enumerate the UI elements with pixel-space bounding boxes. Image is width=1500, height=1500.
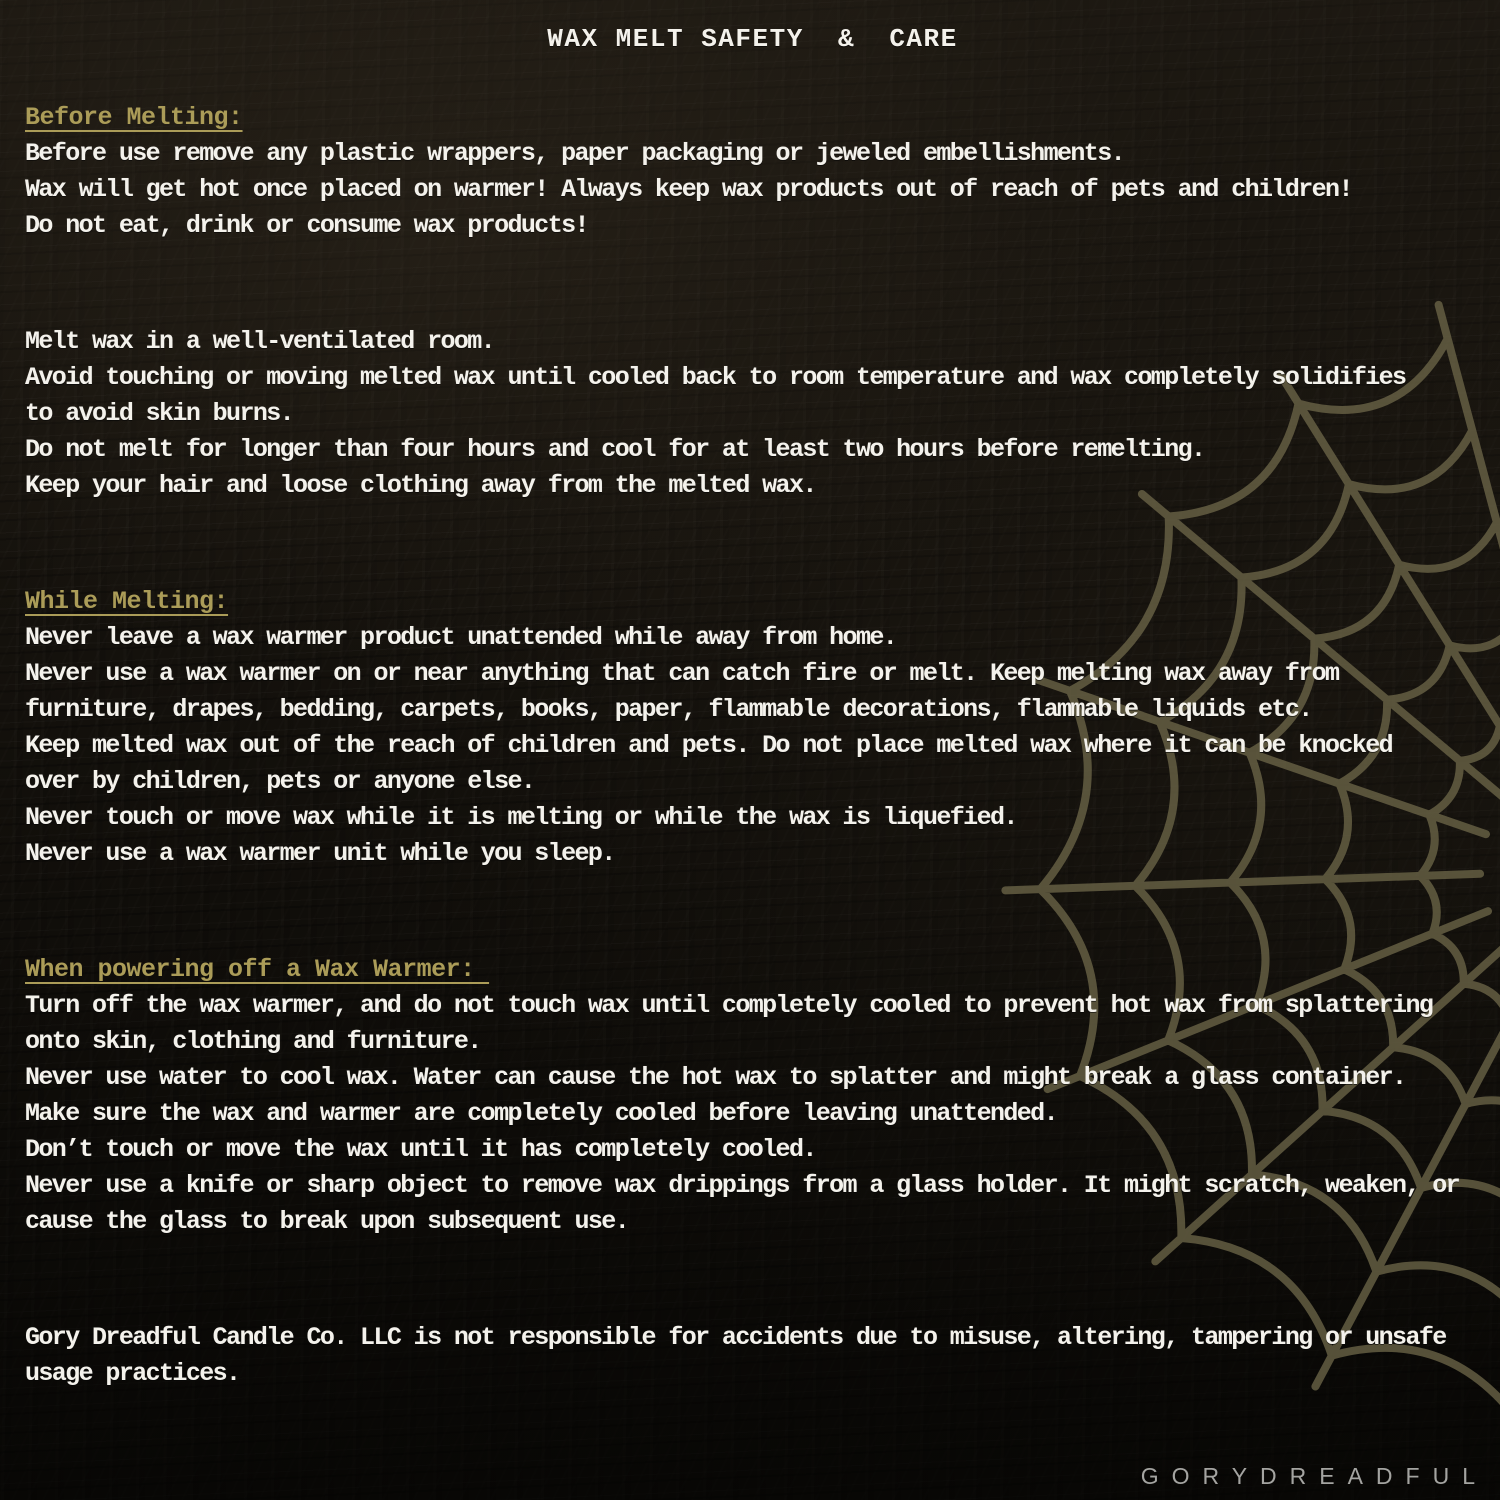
page-title: WAX MELT SAFETY & CARE — [547, 24, 958, 54]
text-line: Wax will get hot once placed on warmer! Always keep wax products out of reach of pets and children! — [25, 175, 1352, 204]
section-while-melting — [25, 584, 1480, 872]
section-disclaimer — [25, 1320, 1480, 1392]
text-line: Do not melt for longer than four hours and cool for at least two hours before remelting. — [25, 435, 1205, 464]
text-line: usage practices. — [25, 1359, 240, 1388]
text-line: Never touch or move wax while it is melting or while the wax is liquefied. — [25, 803, 1017, 832]
section-melting-guidelines — [25, 324, 1480, 504]
text-line: Never use water to cool wax. Water can cause the hot wax to splatter and might break a glass container. — [25, 1063, 1406, 1092]
text-line: Make sure the wax and warmer are completely cooled before leaving unattended. — [25, 1099, 1057, 1128]
text-line: cause the glass to break upon subsequent use. — [25, 1207, 629, 1236]
text-line: Avoid touching or moving melted wax until cooled back to room temperature and wax completely solidifies — [25, 363, 1406, 392]
text-line: Don’t touch or move the wax until it has completely cooled. — [25, 1135, 816, 1164]
text-line: Never leave a wax warmer product unattended while away from home. — [25, 623, 897, 652]
section-heading: When powering off a Wax Warmer: — [25, 955, 490, 984]
watermark: GORYDREADFUL — [1140, 1463, 1488, 1489]
section-heading: While Melting: — [25, 587, 229, 616]
text-line: Melt wax in a well-ventilated room. — [25, 327, 495, 356]
text-line: to avoid skin burns. — [25, 399, 294, 428]
text-line: Keep melted wax out of the reach of children and pets. Do not place melted wax where it can be knocked — [25, 731, 1393, 760]
text-line: Do not eat, drink or consume wax products! — [25, 211, 588, 240]
text-line: Never use a wax warmer on or near anything that can catch fire or melt. Keep melting wax away from — [25, 659, 1339, 688]
text-line: Never use a wax warmer unit while you sleep. — [25, 839, 615, 868]
text-line: onto skin, clothing and furniture. — [25, 1027, 481, 1056]
text-line: Before use remove any plastic wrappers, paper packaging or jeweled embellishments. — [25, 139, 1125, 168]
section-before-melting — [25, 100, 1480, 244]
text-line: furniture, drapes, bedding, carpets, books, paper, flammable decorations, flammable liquids etc. — [25, 695, 1312, 724]
section-powering-off — [25, 952, 1480, 1240]
sections-container — [25, 100, 1480, 1392]
section-heading: Before Melting: — [25, 103, 243, 132]
text-line: Turn off the wax warmer, and do not touch wax until completely cooled to prevent hot wax from splattering — [25, 991, 1433, 1020]
text-line: Gory Dreadful Candle Co. LLC is not responsible for accidents due to misuse, altering, tampering or unsafe — [25, 1323, 1446, 1352]
text-line: Keep your hair and loose clothing away from the melted wax. — [25, 471, 816, 500]
text-line: Never use a knife or sharp object to remove wax drippings from a glass holder. It might scratch, weaken, or — [25, 1171, 1460, 1200]
text-line: over by children, pets or anyone else. — [25, 767, 535, 796]
